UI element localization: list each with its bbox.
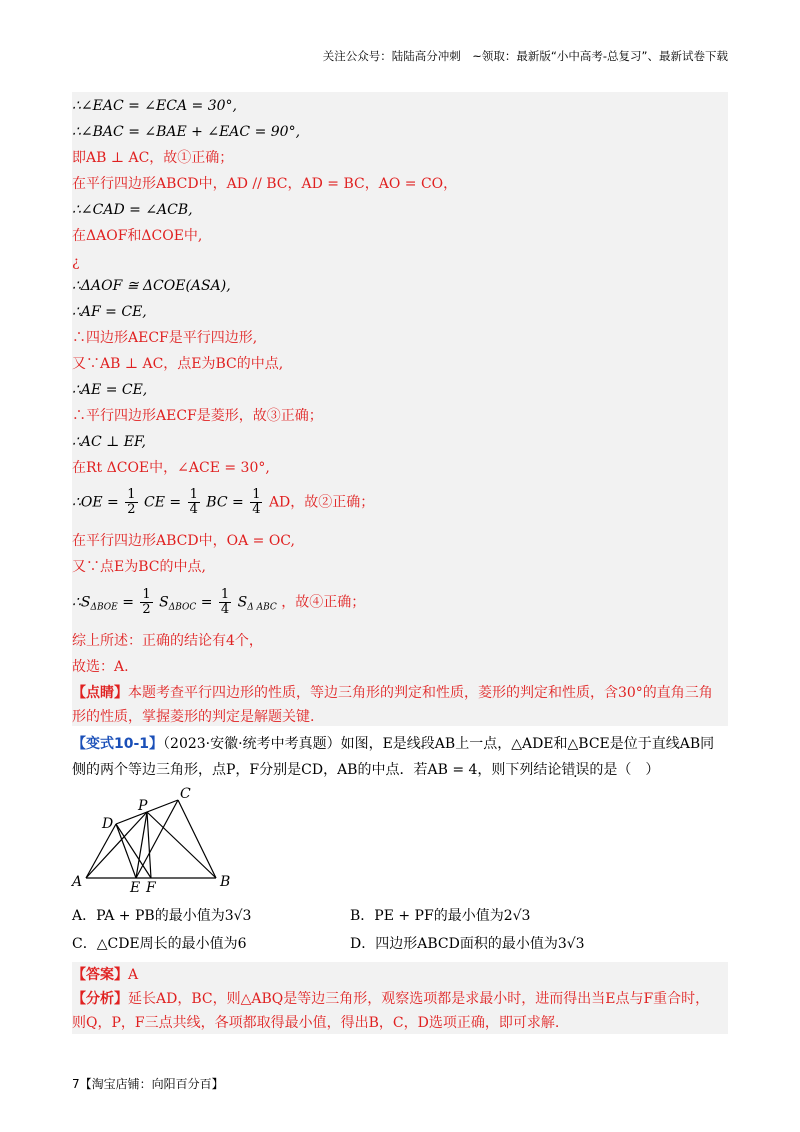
sol-line: ∴AE = CE, [72,382,148,398]
option-c: C．△CDE周长的最小值为6 [72,936,247,952]
dianjing-line: 【点睛】本题考查平行四边形的性质，等边三角形的判定和性质，菱形的判定和性质，含30°的直角三角 [72,685,713,701]
sol-line: ∴∠CAD = ∠ACB, [72,202,193,218]
sol-line: ∴AF = CE, [72,304,147,320]
label-F: F [146,880,156,896]
sol-line: ∴平行四边形AECF是菱形，故③正确； [72,408,323,424]
sol-line: 在平行四边形ABCD中，OA = OC, [72,533,295,549]
analysis-line: 则Q，P，F三点共线，各项都取得最小值，得出B，C，D选项正确，即可求解. [72,1015,560,1031]
label-A: A [72,874,83,890]
fraction: $\frac{1}{4}$ [220,587,230,617]
label-B: B [220,874,231,890]
sol-line-area: $\therefore S_{\Delta BOE}$ = $\frac{1}{2}$ $S_{\Delta BOC}$ = $\frac{1}{4}$ $S_{\Delta ABC}$ ，故④正确； [72,587,366,617]
sol-line: 综上所述：正确的结论有4个， [72,633,263,649]
sol-line: 在ΔAOF和ΔCOE中, [72,228,203,244]
sol-line: 又∵点E为BC的中点, [72,559,206,575]
sol-line: ¿ [72,254,80,270]
sol-line: ∴四边形AECF是平行四边形, [72,330,258,346]
eq-part: AD，故②正确； [268,494,375,511]
fraction: $\frac{1}{4}$ [252,487,261,517]
sol-line: ∴∠EAC = ∠ECA = 30°, [72,98,237,114]
fraction: $\frac{1}{2}$ [127,487,136,517]
sol-line: 故选：A. [72,659,129,675]
dianjing-line: 形的性质，掌握菱形的判定是解题关键. [72,709,315,725]
sol-line: ∴ΔAOF ≅ ΔCOE(ASA), [72,278,231,294]
label-C: C [180,786,191,802]
problem-line: 侧的两个等边三角形，点P，F分别是CD，AB的中点．若AB = 4，则下列结论错误的是（ ） [72,762,660,778]
sol-line: 又∵AB ⊥ AC，点E为BC的中点, [72,356,284,372]
sol-line-fractions [72,488,374,517]
sol-line: 在Rt ΔCOE中，∠ACE = 30°, [72,460,270,476]
sol-line: ∴AC ⊥ EF, [72,434,146,450]
eq-part: CE = [143,494,182,511]
sol-line: 在平行四边形ABCD中，AD // BC，AD = BC，AO = CO， [72,176,458,192]
eq-part: BC = [206,494,244,511]
fraction: $\frac{1}{4}$ [189,487,198,517]
option-d: D．四边形ABCD面积的最小值为3√3 [350,936,585,952]
problem-line: 【变式10-1】（2023·安徽·统考中考真题）如图，E是线段AB上一点，△ADE和△BCE是位于直线AB同 [72,736,715,752]
option-b: B．PE + PF的最小值为2√3 [350,908,531,924]
label-E: E [130,880,141,896]
answer-line: 【答案】A [72,967,139,983]
analysis-line: 【分析】延长AD，BC，则△ABQ是等边三角形，观察选项都是求最小时，进而得出当E点与F重合时， [72,991,710,1007]
page-header: 关注公众号：陆陆高分冲刺 ~领取：最新版“小中高考-总复习”、最新试卷下载 [322,49,728,63]
page-footer: 7【淘宝店铺：向阳百分百】 [72,1077,224,1091]
label-P: P [138,798,148,814]
sol-line: ∴∠BAC = ∠BAE + ∠EAC = 90°, [72,124,301,140]
fraction: $\frac{1}{2}$ [142,587,151,617]
geometry-figure [70,786,240,896]
label-D: D [102,816,114,832]
sol-line: 即AB ⊥ AC，故①正确； [72,150,234,166]
option-a: A．PA + PB的最小值为3√3 [72,908,252,924]
eq-part: ∴OE = [72,494,119,511]
